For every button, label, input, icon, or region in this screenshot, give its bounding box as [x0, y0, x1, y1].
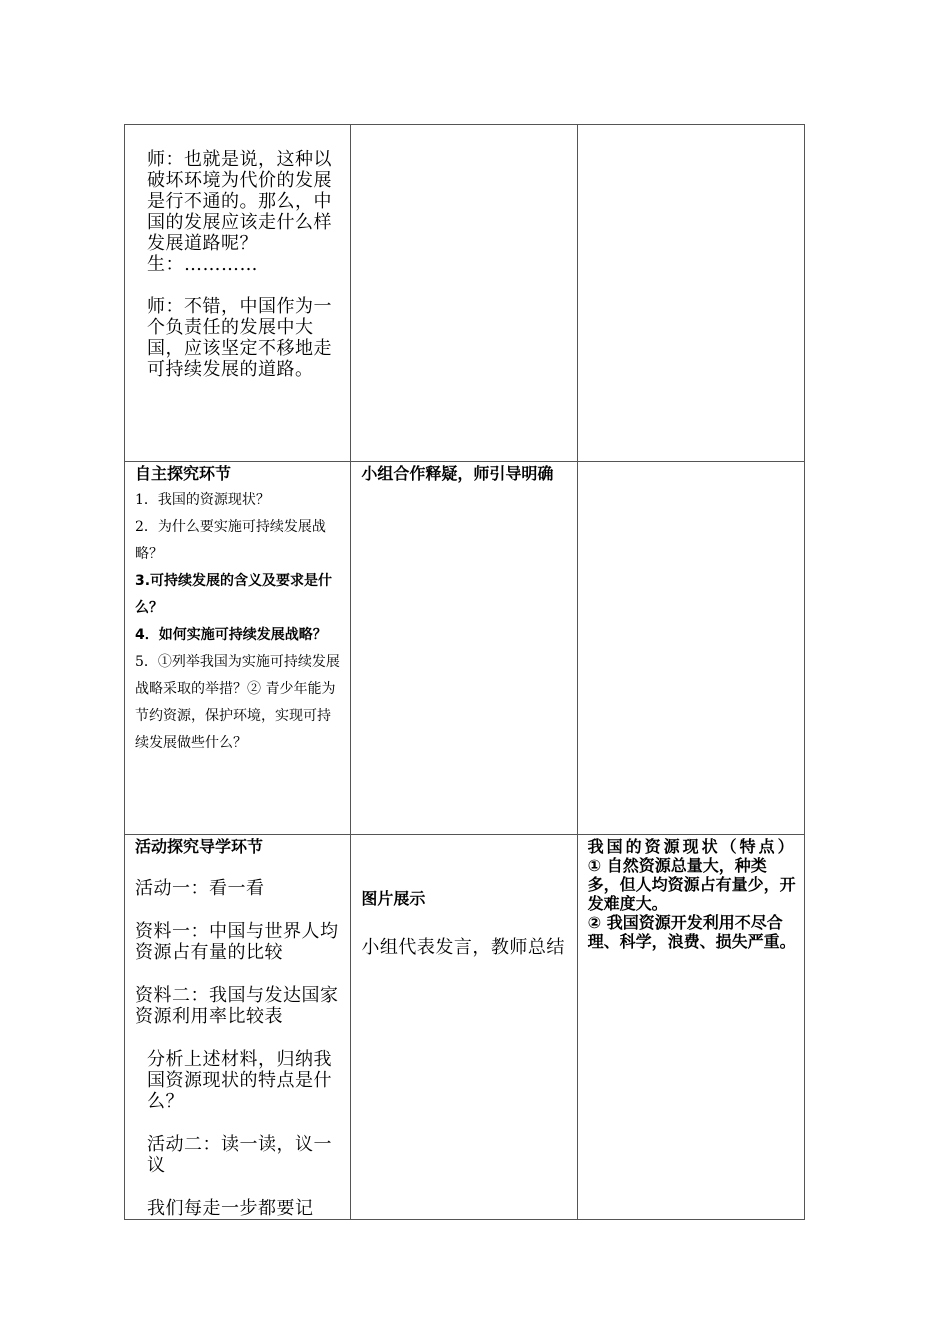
teacher-dialogue-2: 师：不错，中国作为一个负责任的发展中大国，应该坚定不移地走可持续发展的道路。: [147, 296, 332, 380]
table-cell-r2c3: [577, 462, 804, 835]
table-row: [125, 835, 805, 1220]
table-cell-r2c2: [351, 462, 577, 835]
resource-point-2: ② 我国资源开发利用不尽合理、科学，浪费、损失严重。: [587, 913, 796, 951]
table-cell-r3c2: [351, 835, 577, 1220]
question-4: 4．如何实施可持续发展战略？: [135, 627, 327, 643]
teacher-dialogue-1: 师：也就是说，这种以破坏环境为代价的发展是行不通的。那么，中国的发展应该走什么样发展道路呢？生：…………: [147, 149, 332, 275]
group-cooperation-text: 小组合作释疑，师引导明确: [361, 464, 554, 483]
table-cell-r2c1: [125, 462, 351, 835]
resource-point-1: ① 自然资源总量大，种类多，但人均资源占有量少，开发难度大。: [587, 856, 796, 913]
question-1: 1．我国的资源现状？: [135, 492, 270, 508]
activity-1-label: 活动一：看一看: [135, 878, 265, 899]
section-heading-activity: 活动探究导学环节: [135, 837, 264, 856]
analysis-prompt: 分析上述材料，归纳我国资源现状的特点是什么？: [147, 1049, 332, 1112]
question-5: 5．①列举我国为实施可持续发展战略采取的举措？② 青少年能为节约资源，保护环境，实现可持续发展做些什么？: [135, 654, 340, 751]
lesson-plan-table: [124, 124, 805, 1220]
question-3: 3.可持续发展的含义及要求是什么？: [135, 573, 333, 616]
group-summary-text: 小组代表发言，教师总结: [361, 937, 565, 958]
continued-text: 我们每走一步都要记: [147, 1198, 314, 1219]
resource-status-heading: 我国的资源现状（特点）: [587, 837, 797, 856]
table-row: [125, 125, 805, 462]
table-cell-r1c3: [577, 125, 804, 462]
material-1-text: 资料一：中国与世界人均资源占有量的比较: [135, 921, 339, 963]
table-cell-r1c1: [125, 125, 351, 462]
table-row: [125, 462, 805, 835]
table-cell-r3c3: [577, 835, 804, 1220]
picture-display-label: 图片展示: [361, 889, 426, 908]
question-2: 2．为什么要实施可持续发展战略？: [135, 519, 326, 562]
material-2-text: 资料二：我国与发达国家资源利用率比较表: [135, 985, 339, 1027]
activity-2-label: 活动二：读一读，议一议: [147, 1134, 332, 1176]
section-heading-self-study: 自主探究环节: [135, 464, 232, 483]
table-cell-r3c1: [125, 835, 351, 1220]
table-cell-r1c2: [351, 125, 577, 462]
